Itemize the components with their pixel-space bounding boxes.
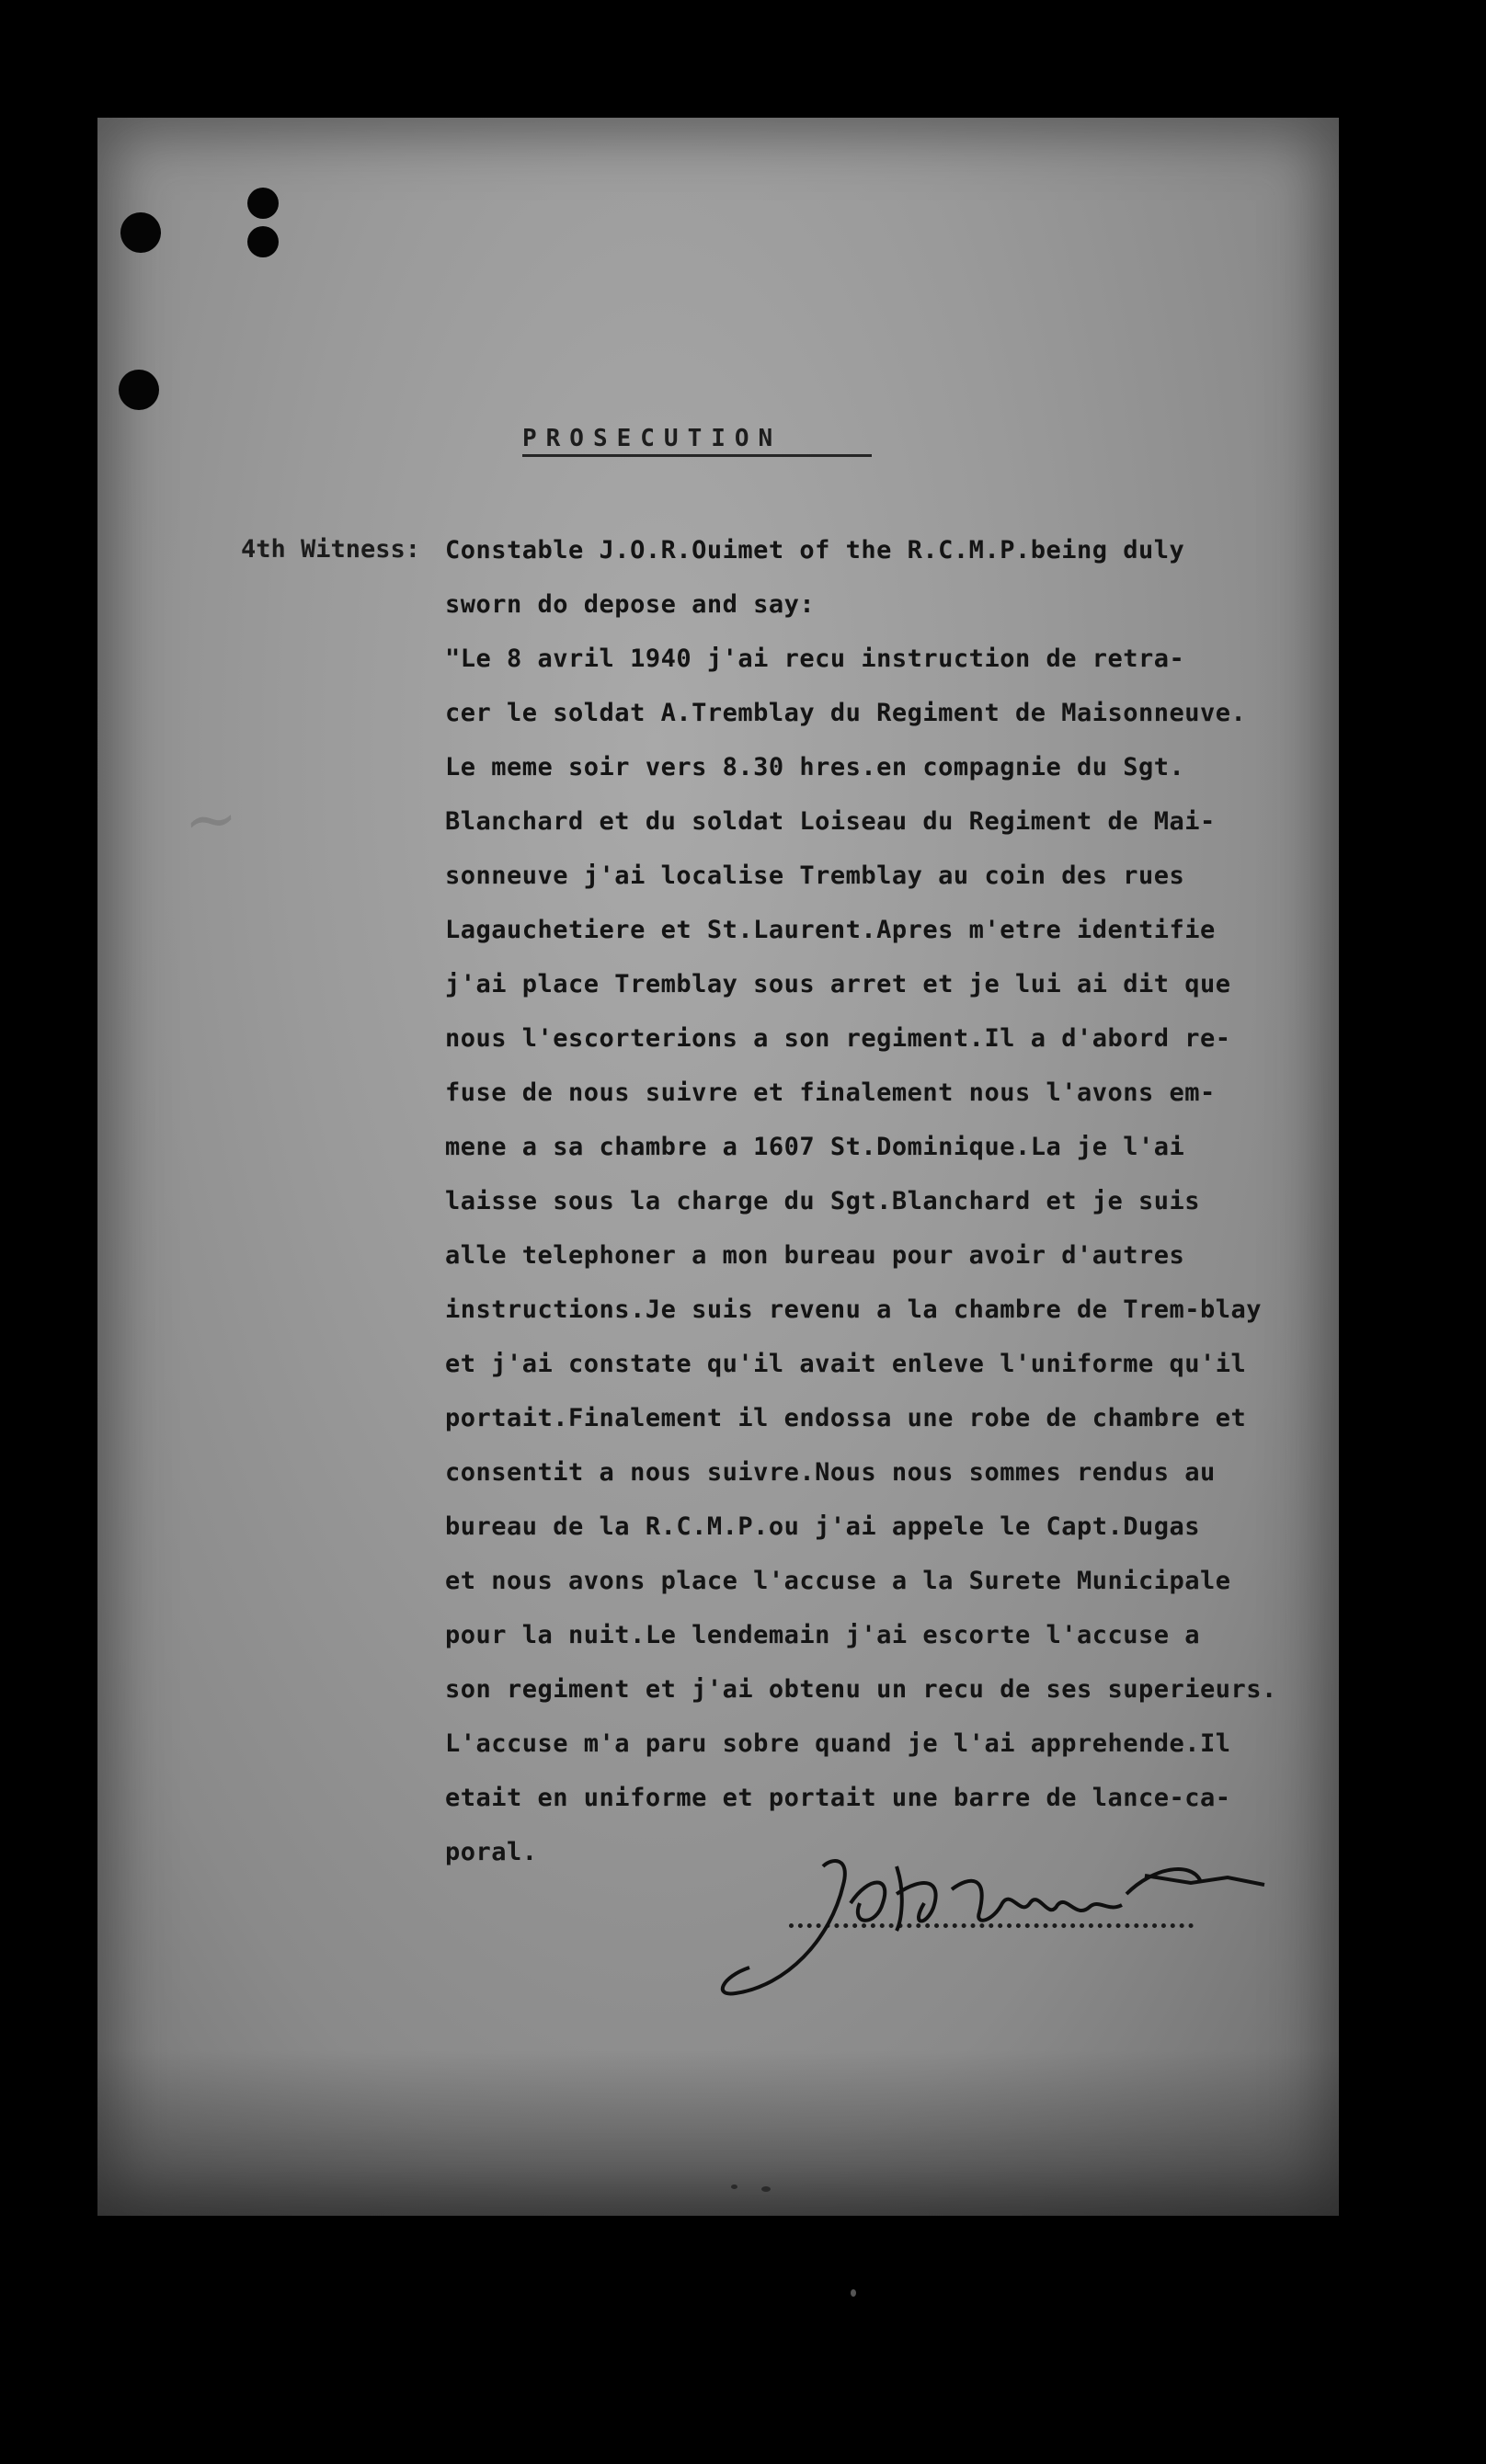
- text-line: etait en uniforme et portait une barre de lance-ca-: [445, 1784, 1231, 1812]
- punch-hole: [247, 226, 279, 257]
- text-line: Le meme soir vers 8.30 hres.en compagnie du Sgt.: [445, 753, 1185, 781]
- text-line: Blanchard et du soldat Loiseau du Regiment de Mai-: [445, 807, 1216, 836]
- text-line: son regiment et j'ai obtenu un recu de ses superieurs.: [445, 1675, 1277, 1704]
- text-line: cer le soldat A.Tremblay du Regiment de Maisonneuve.: [445, 699, 1247, 727]
- text-line: consentit a nous suivre.Nous nous sommes rendus au: [445, 1458, 1216, 1487]
- text-line: sonneuve j'ai localise Tremblay au coin des rues: [445, 861, 1185, 890]
- text-line: fuse de nous suivre et finalement nous l'avons em-: [445, 1078, 1216, 1107]
- text-line: bureau de la R.C.M.P.ou j'ai appele le Capt.Dugas: [445, 1512, 1201, 1541]
- text-line: et j'ai constate qu'il avait enleve l'uniforme qu'il: [445, 1350, 1247, 1378]
- text-line: "Le 8 avril 1940 j'ai recu instruction de retra-: [445, 645, 1185, 673]
- text-line: j'ai place Tremblay sous arret et je lui ai dit que: [445, 970, 1231, 998]
- text-line: nous l'escorterions a son regiment.Il a d'abord re-: [445, 1024, 1231, 1053]
- text-line: poral.: [445, 1838, 538, 1866]
- punch-hole: [120, 212, 161, 253]
- text-line: pour la nuit.Le lendemain j'ai escorte l'accuse a: [445, 1621, 1201, 1649]
- text-line: L'accuse m'a paru sobre quand je l'ai apprehende.Il: [445, 1729, 1231, 1758]
- film-speck: [761, 2186, 771, 2192]
- text-line: mene a sa chambre a 1607 St.Dominique.La je l'ai: [445, 1133, 1185, 1161]
- text-line: laisse sous la charge du Sgt.Blanchard et je suis: [445, 1187, 1201, 1215]
- bleed-through-mark: ~: [181, 779, 246, 860]
- text-line: alle telephoner a mon bureau pour avoir d'autres: [445, 1241, 1185, 1270]
- text-line: Lagauchetiere et St.Laurent.Apres m'etre identifie: [445, 916, 1216, 944]
- signature: [713, 1839, 1301, 2013]
- page-title: PROSECUTION: [522, 425, 872, 457]
- text-line: portait.Finalement il endossa une robe de chambre et: [445, 1404, 1247, 1432]
- text-line: Constable J.O.R.Ouimet of the R.C.M.P.being duly: [445, 536, 1185, 565]
- film-speck: [731, 2185, 737, 2189]
- punch-hole: [119, 370, 159, 410]
- text-line: sworn do depose and say:: [445, 590, 816, 619]
- testimony-text: [445, 535, 1300, 1891]
- witness-label: 4th Witness:: [241, 535, 421, 564]
- punch-hole: [247, 188, 279, 219]
- film-speck: [851, 2289, 856, 2297]
- text-line: et nous avons place l'accuse a la Surete Municipale: [445, 1567, 1231, 1595]
- text-line: instructions.Je suis revenu a la chambre de Trem-blay: [445, 1295, 1263, 1324]
